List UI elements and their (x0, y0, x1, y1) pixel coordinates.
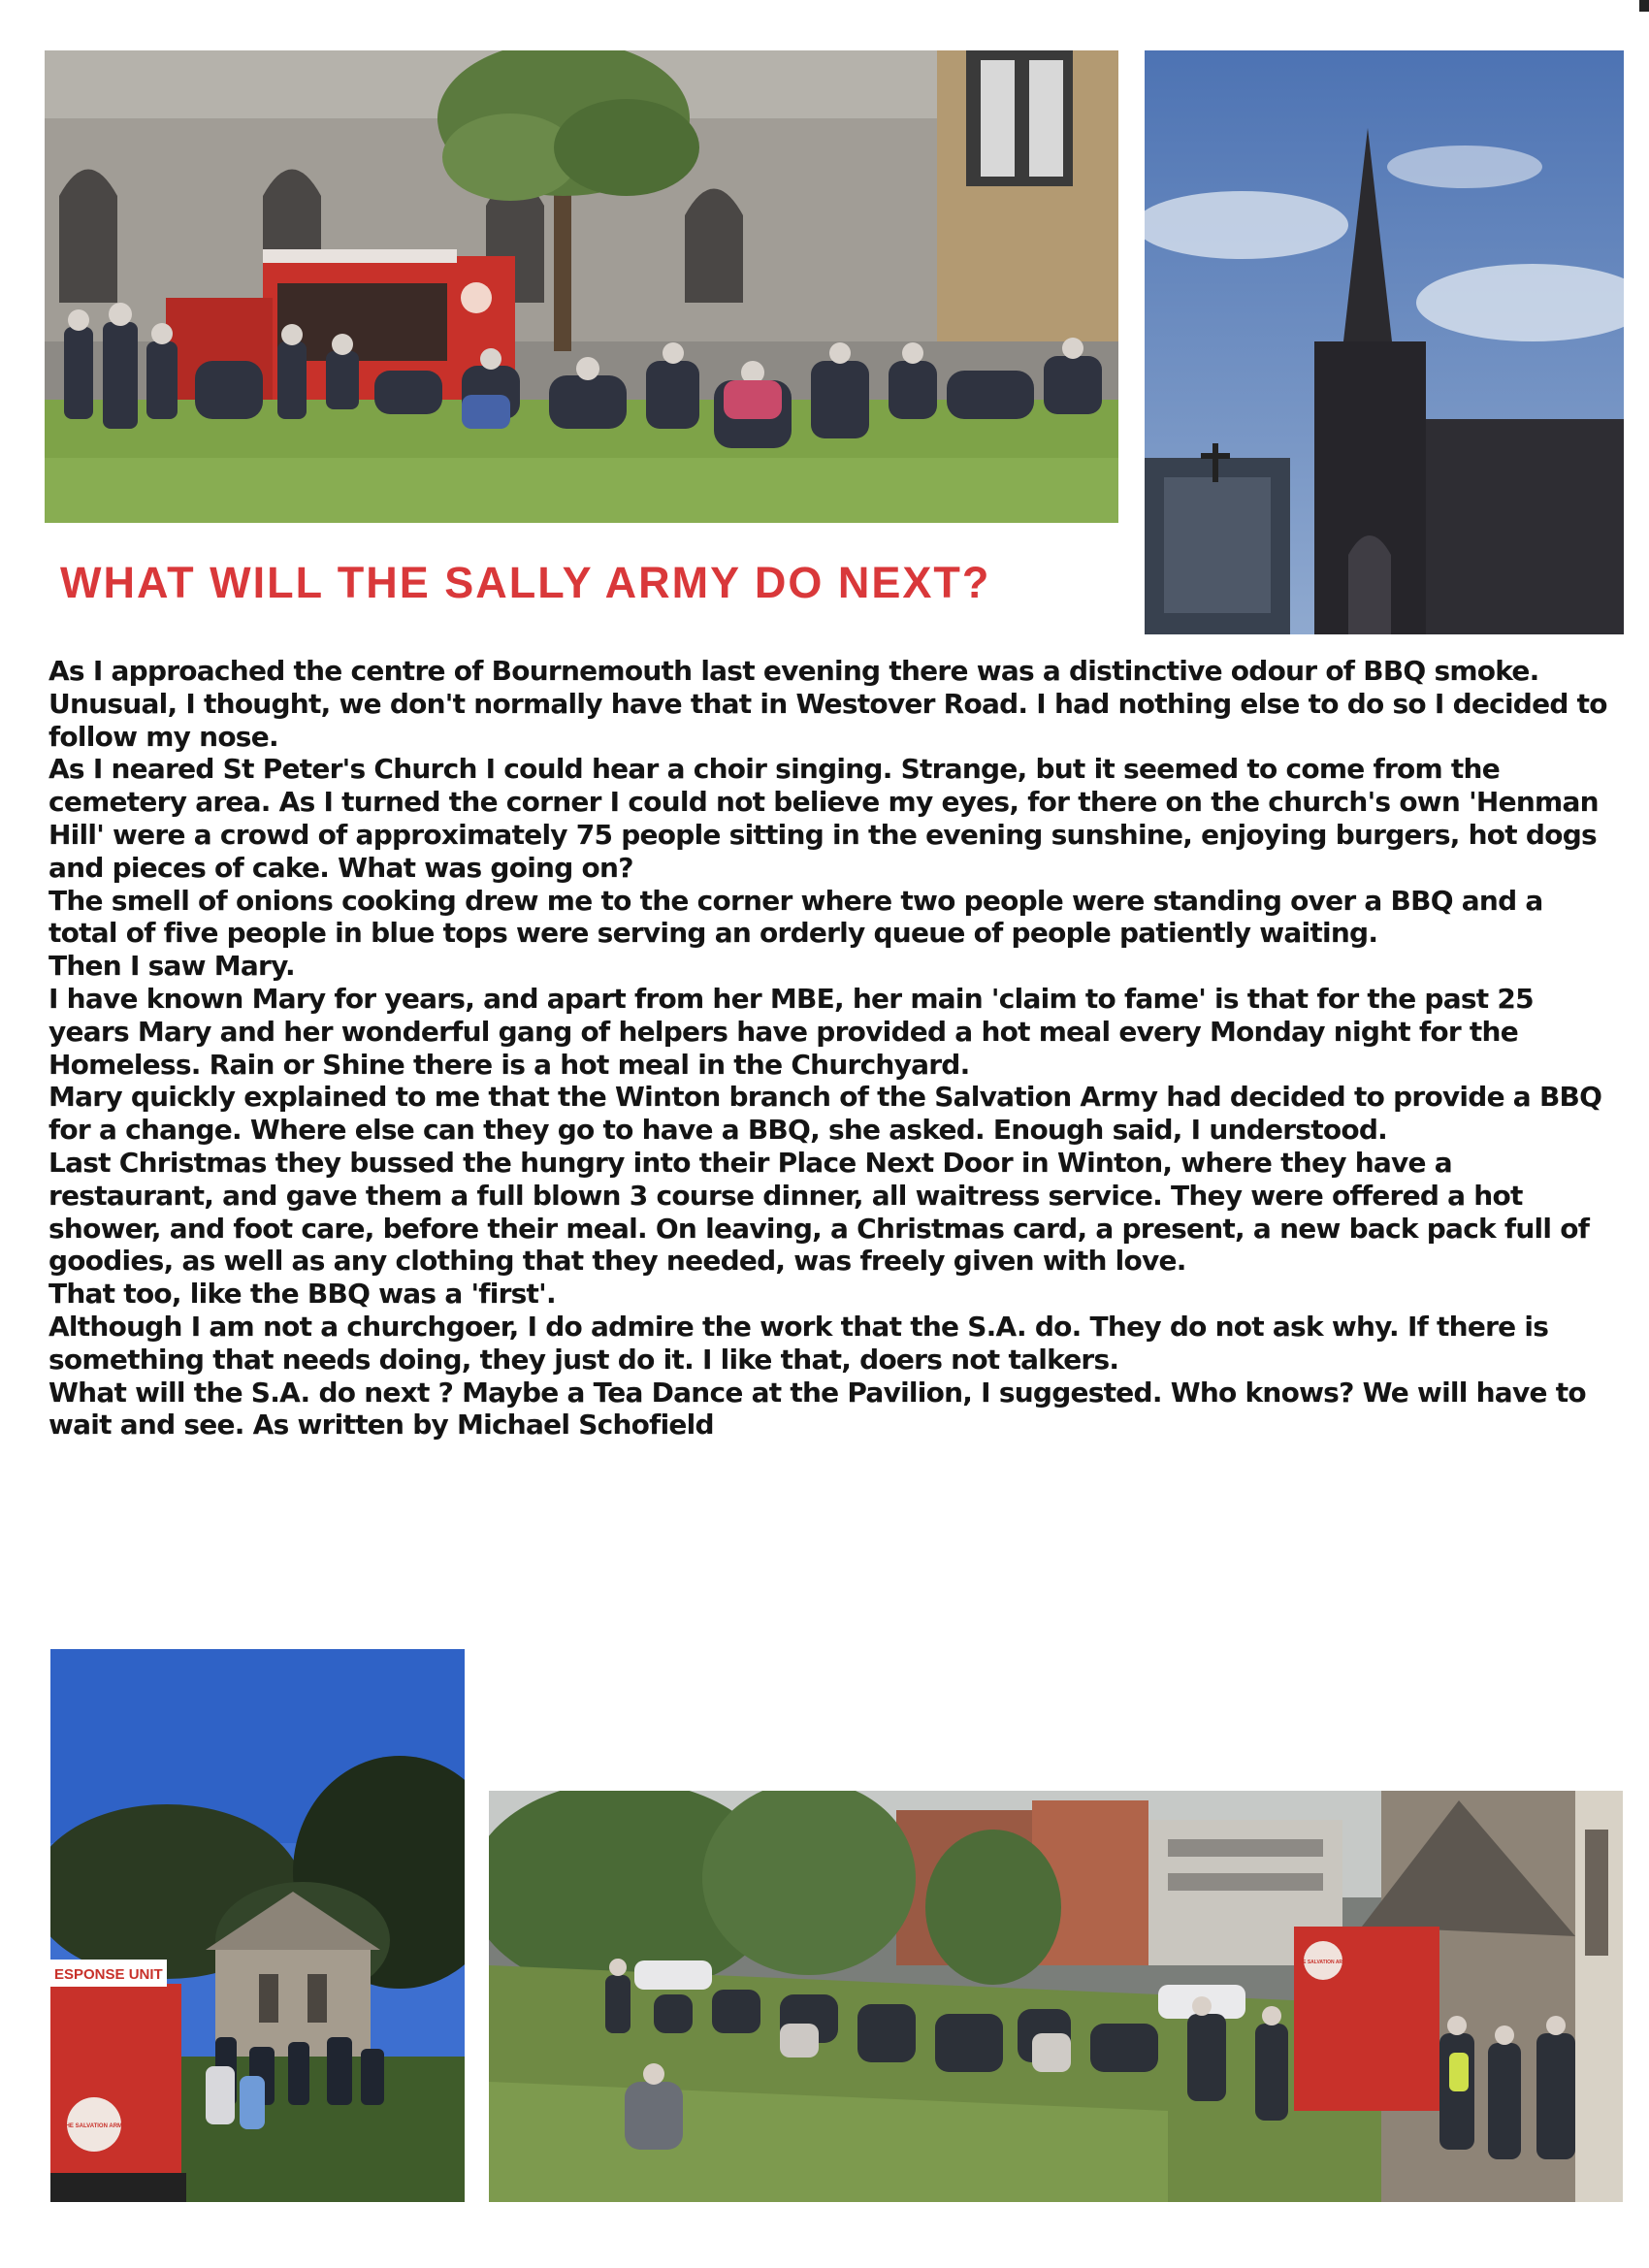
article-paragraph: Although I am not a churchgoer, I do admire the work that the S.A. do. They do not ask why. If there is something that needs doing, they just do it. I like that, doers not talkers. (48, 1310, 1549, 1376)
article-paragraph: I have known Mary for years, and apart from her MBE, her main 'claim to fame' is that for the past 25 years Mary and her wonderful gang of helpers have provided a hot meal every Monday night for the Homeless. Rain or Shine there is a hot meal in the Churchyard. (48, 982, 1534, 1081)
churchyard-crowd-photo (489, 1791, 1623, 2202)
response-van-photo (50, 1649, 465, 2202)
article-paragraph: That too, like the BBQ was a 'first'. (48, 1278, 556, 1311)
church-spire-photo (1145, 50, 1624, 634)
van-emblem-text: THE SALVATION ARMY (61, 2123, 127, 2129)
article-paragraph: The smell of onions cooking drew me to the corner where two people were standing over a BBQ and a total of five people in blue tops were serving an orderly queue of people patiently waiting. (48, 884, 1543, 950)
article-paragraph: Then I saw Mary. (48, 950, 295, 983)
article-paragraph: Mary quickly explained to me that the Winton branch of the Salvation Army had decided to provide a BBQ for a change. Where else can they go to have a BBQ, she asked. Enough said, I understood. (48, 1081, 1602, 1147)
churchyard-bbq-photo (45, 50, 1118, 523)
article-paragraph: As I approached the centre of Bournemouth last evening there was a distinctive odour of BBQ smoke. Unusual, I thought, we don't normally have that in Westover Road. I had nothing else to do so I decided to follow my nose. (48, 655, 1607, 753)
van-sign-text: ESPONSE UNIT (54, 1966, 163, 1983)
van-emblem-text: THE SALVATION ARMY (1296, 1960, 1350, 1965)
article-body (48, 655, 1620, 1442)
article-paragraph: Last Christmas they bussed the hungry into their Place Next Door in Winton, where they have a restaurant, and gave them a full blown 3 course dinner, all waitress service. They were offered a hot shower, and foot care, before their meal. On leaving, a Christmas card, a present, a new back pack full of goodies, as well as any clothing that they needed, was freely given with love. (48, 1146, 1590, 1278)
scan-edge-mark (1639, 0, 1649, 12)
article-paragraph: What will the S.A. do next ? Maybe a Tea Dance at the Pavilion, I suggested. Who knows? We will have to wait and see. As written by Michael Schofield (48, 1376, 1586, 1442)
article-paragraph: As I neared St Peter's Church I could hear a choir singing. Strange, but it seemed to come from the cemetery area. As I turned the corner I could not believe my eyes, for there on the church's own 'Henman Hill' were a crowd of approximately 75 people sitting in the evening sunshine, enjoying burgers, hot dogs and pieces of cake. What was going on? (48, 753, 1599, 884)
article-headline: WHAT WILL THE SALLY ARMY DO NEXT? (60, 558, 991, 607)
